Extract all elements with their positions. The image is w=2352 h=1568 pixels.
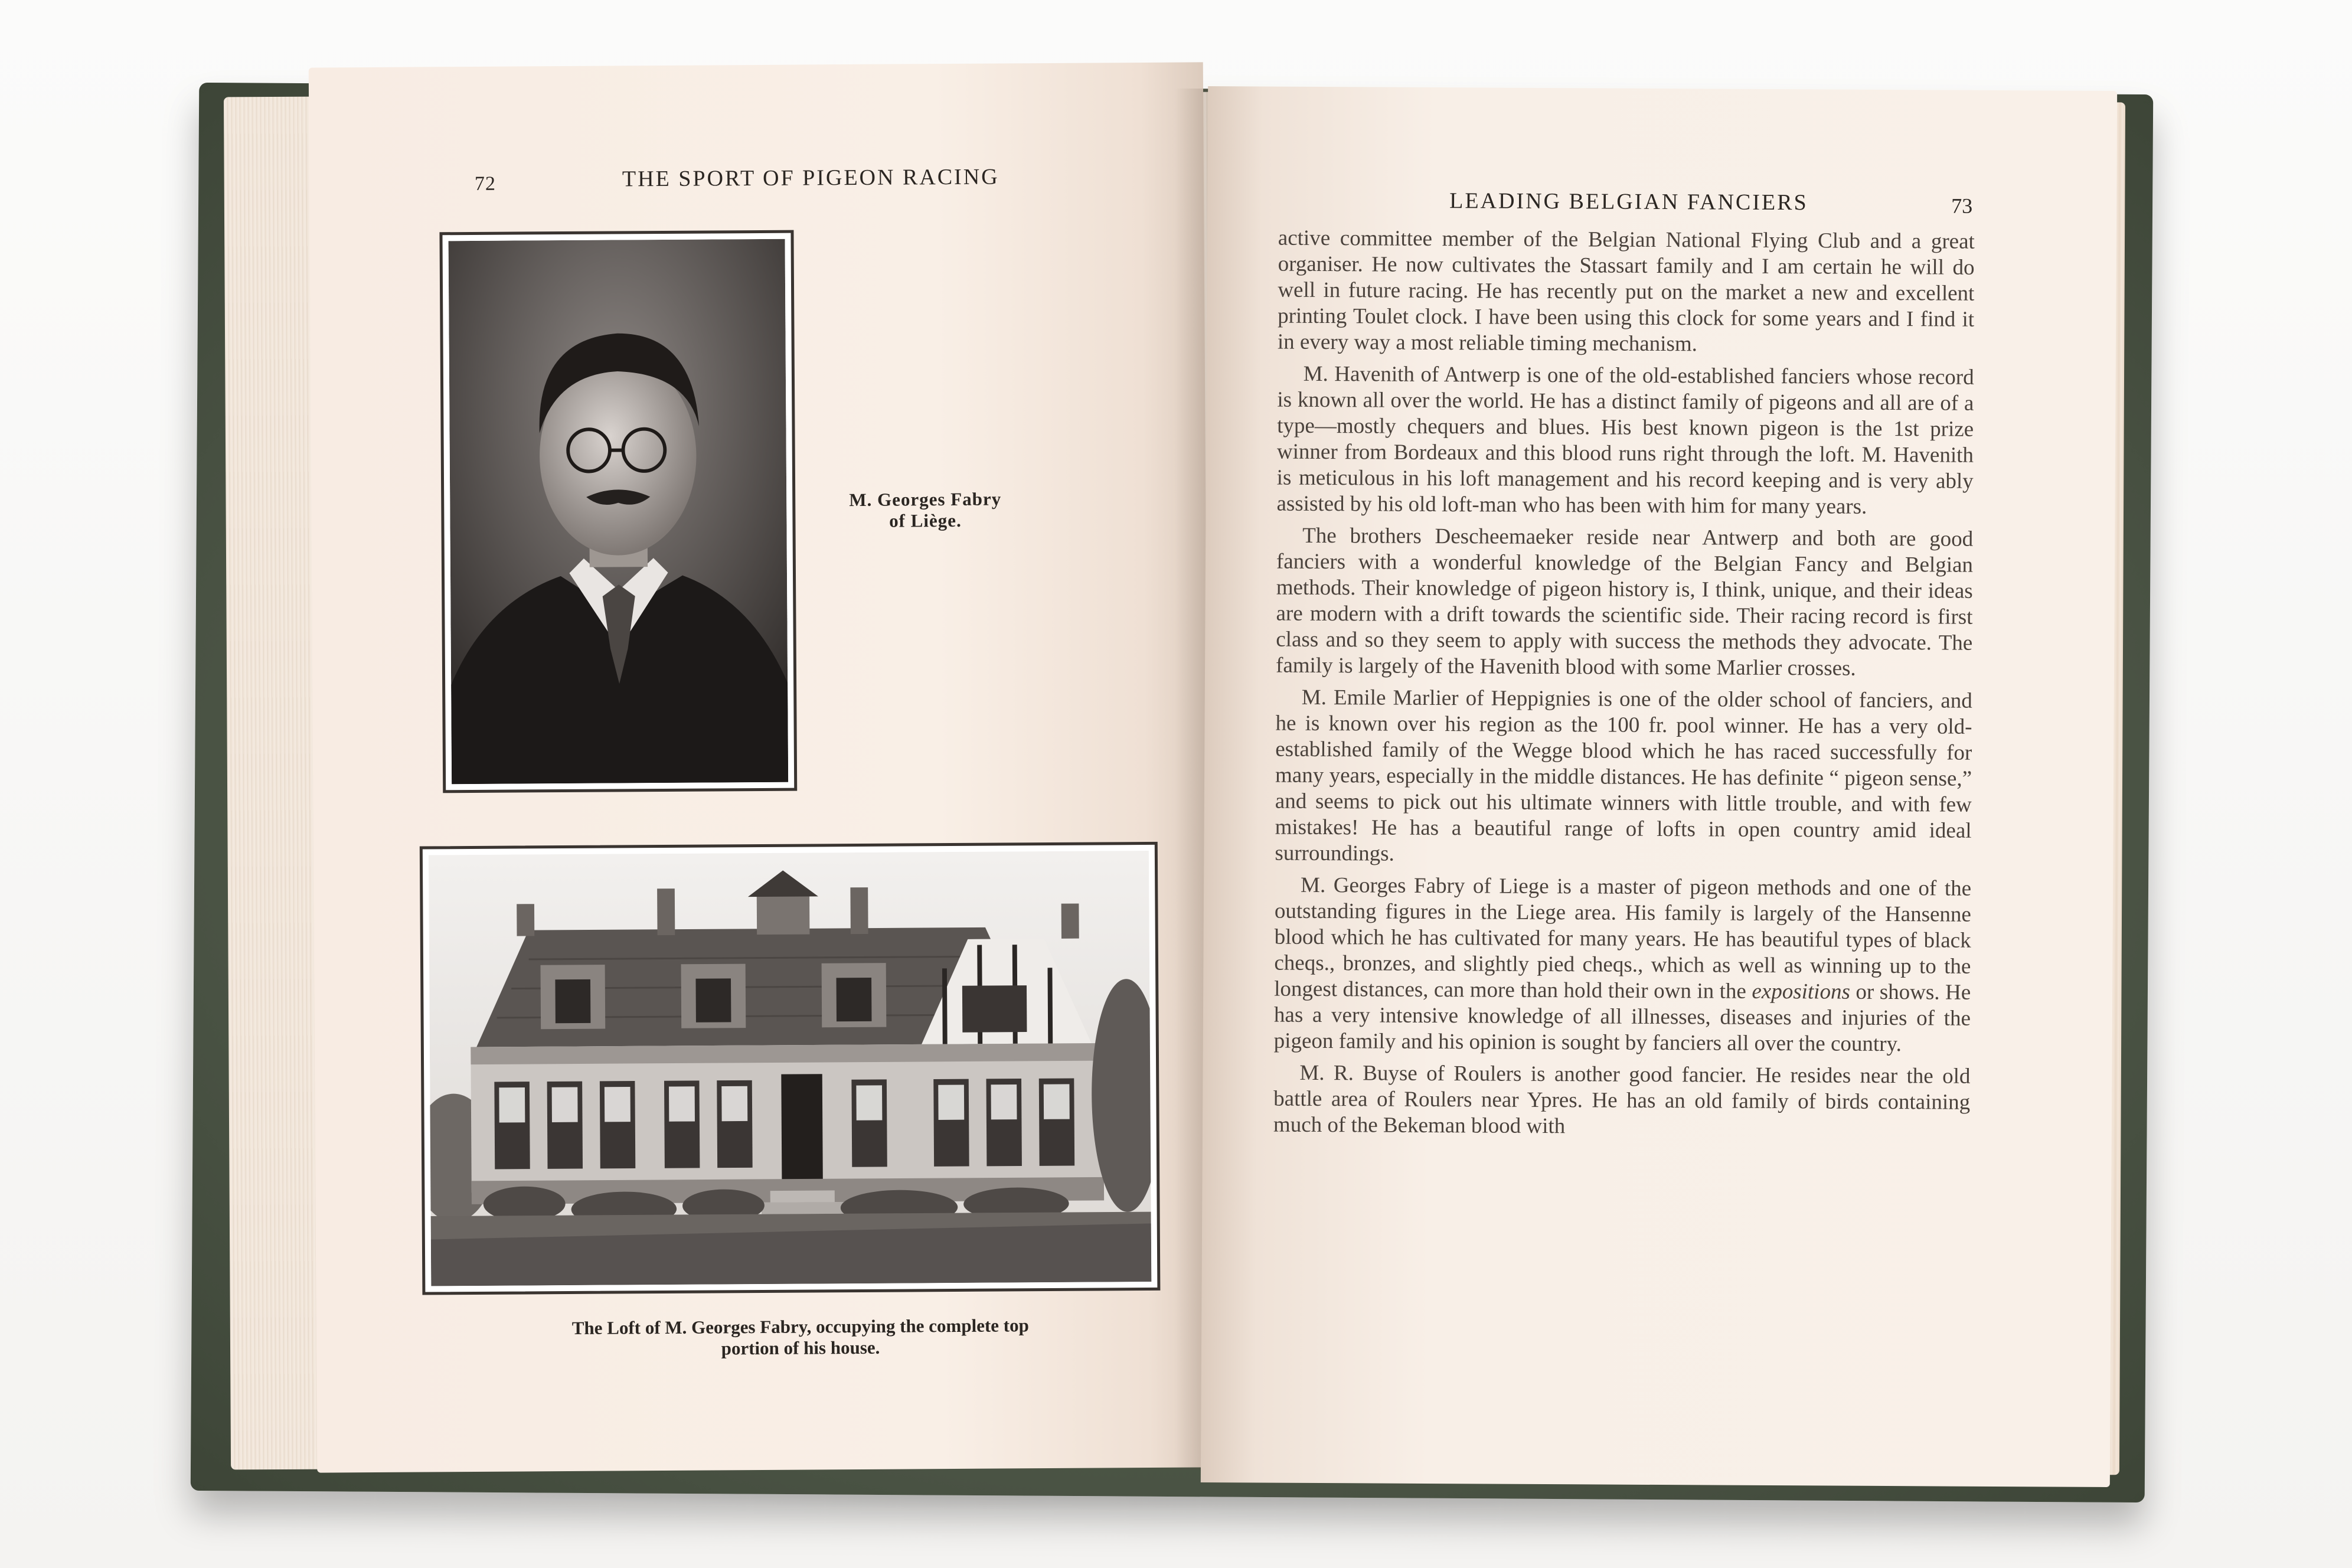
- house-caption: [446, 1314, 1155, 1361]
- house-caption-line2: portion of his house.: [721, 1337, 880, 1359]
- left-page-number: 72: [474, 172, 496, 195]
- portrait-caption-place: of Liège.: [889, 509, 962, 531]
- portrait-image: [449, 239, 789, 784]
- portrait-caption: [825, 488, 1025, 532]
- paragraph: The brothers Descheemaeker reside near Antwerp and both are good fanciers with a wonderful knowledge of the Belgian Fancy and Belgian methods. Their knowledge of pigeon history is, I think, unique, and their ideas are modern with a drift towards the scientific side. Their racing record is first class and so they seem to apply with success the methods they advocate. The family is largely of the Havenith blood with some Marlier crosses.: [1275, 523, 1974, 681]
- portrait-caption-name: M. Georges Fabry: [849, 488, 1002, 511]
- paragraph: M. R. Buyse of Roulers is another good fancier. He resides near the old battle area of Roulers near Ypres. He has an old family of birds containing much of the Bekeman blood with: [1273, 1060, 1971, 1139]
- left-page: [309, 62, 1212, 1472]
- body-text: [1273, 226, 1975, 1148]
- paragraph: M. Emile Marlier of Heppignies is one of the older school of fanciers, and he is known over his region as the 100 fr. pool winner. He has a very old-established family of the Wegge blood which he has raced successfully for many years, especially in the middle distances. He has definite “ pigeon sense,” and seems to pick out his ultimate winners with little trouble, and with few mistakes! He has a beautiful range of lofts in open country amid ideal surroundings.: [1275, 685, 1972, 866]
- paragraph-italic: expositions: [1752, 979, 1851, 1004]
- right-page-number: 73: [1951, 194, 1973, 218]
- paragraph: M. Havenith of Antwerp is one of the old-established fanciers whose record is known all over the world. He has a distinct family of pigeons and all are of a type—mostly chequers and blues. His best known pigeon is the 1st prize winner from Bordeaux and this blood runs right through the loft. M. Havenith is meticulous in his loft management and his record keeping and is very ably assisted by his old loft-man who has been with him for many years.: [1276, 361, 1974, 519]
- house-photo: [420, 842, 1161, 1295]
- paragraph-text: M. Georges Fabry of Liege is a master of pigeon methods and one of the outstanding figures in the Liege area. His family is largely of the Hansenne blood which he has cultivated for many years. He has beautiful types of black cheqs., bronzes, and slightly pied cheqs., which as well as winning up to the longest distances, can more than hold their own in the: [1274, 873, 1972, 1004]
- portrait-photo: [439, 230, 797, 793]
- house-image: [429, 851, 1151, 1286]
- paragraph: [1274, 873, 1972, 1058]
- paragraph-text: or shows. He has a very intensive knowledge of all illnesses, diseases and injuries of the pigeon family and his opinion is sought by fanciers all over the country.: [1273, 979, 1971, 1057]
- house-caption-line1: The Loft of M. Georges Fabry, occupying the complete top: [571, 1315, 1029, 1338]
- right-page: [1201, 86, 2117, 1487]
- right-running-head: LEADING BELGIAN FANCIERS: [1449, 188, 1808, 215]
- left-running-head: THE SPORT OF PIGEON RACING: [622, 164, 999, 192]
- paragraph: active committee member of the Belgian National Flying Club and a great organiser. He now cultivates the Stassart family and I am certain he will do well in future racing. He has recently put on the market a new and excellent printing Toulet clock. I have been using this clock for some years and I find it in every way a most reliable timing mechanism.: [1277, 226, 1975, 357]
